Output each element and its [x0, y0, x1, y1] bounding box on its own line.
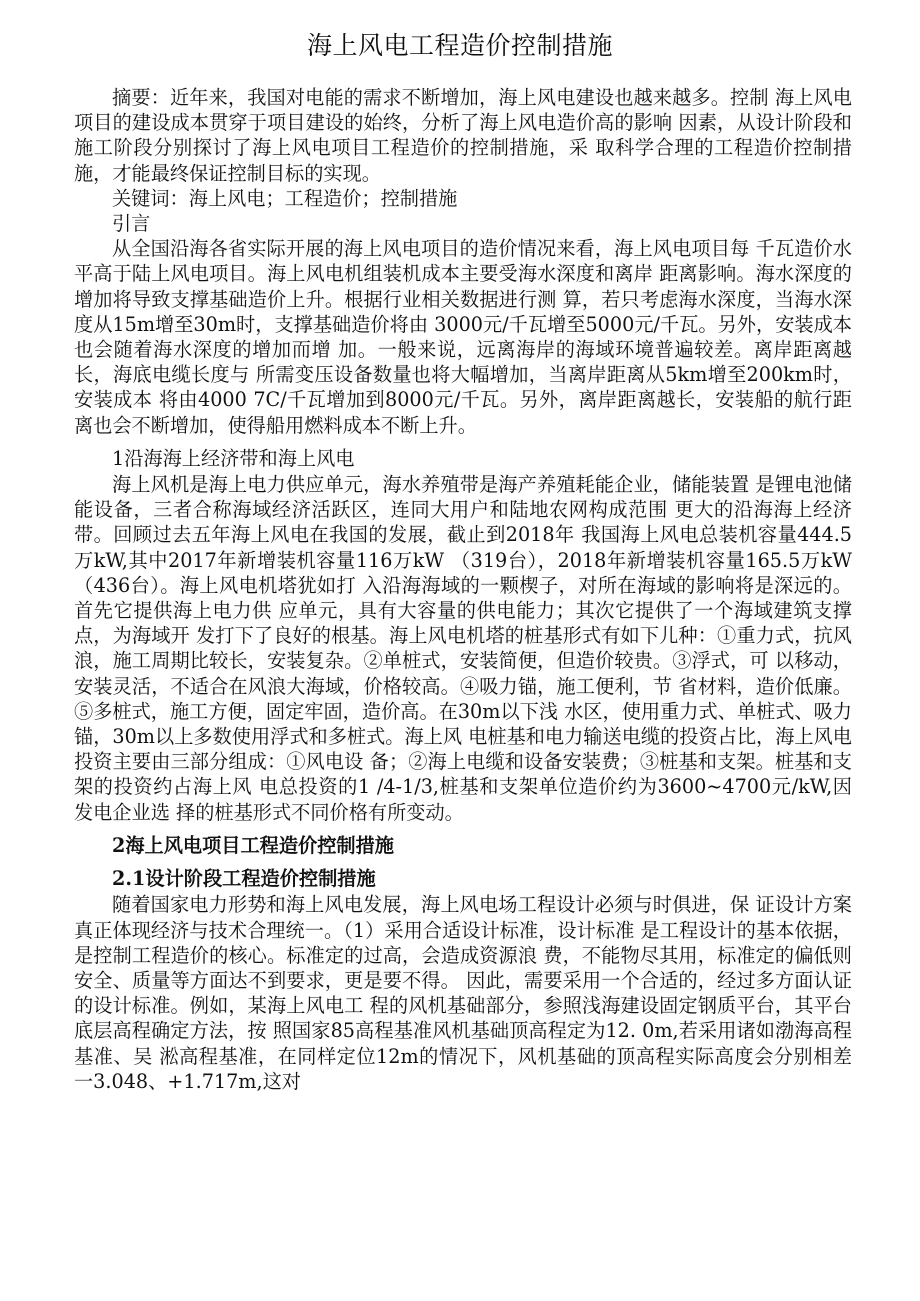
section-spacer-2: [74, 825, 852, 833]
intro-paragraph: 从全国沿海各省实际开展的海上风电项目的造价情况来看，海上风电项目每 千瓦造价水平高于陆上风电项目。海上风电机组装机成本主要受海水深度和离岸 距离影响。海水深度的增加将导致支撑基础造价上升。根据行业相关数据进行测 算，若只考虑海水深度，当海水深度从15m增至30m时，支撑基础造价将由 3000元/千瓦增至5000元/千瓦。另外，安装成本也会随着海水深度的增加而增 加。一般来说，远离海岸的海域环境普遍较差。离岸距离越长，海底电缆长度与 所需变压设备数量也将大幅增加，当离岸距离从5km增至200km时，安装成本 将由4000 7C/千瓦增加到8000元/千瓦。另外，离岸距离越长，安装船的航行距 离也会不断增加，使得船用燃料成本不断上升。: [74, 237, 852, 437]
document-body: [0, 85, 920, 1094]
heading-spacer-2: [74, 858, 852, 866]
section-spacer: [74, 438, 852, 446]
page-title: 海上风电工程造价控制措施: [306, 31, 613, 60]
section2-subheading: 2.1设计阶段工程造价控制措施: [112, 867, 376, 891]
abstract-paragraph: 摘要：近年来，我国对电能的需求不断增加，海上风电建设也越来越多。控制 海上风电项目的建设成本贯穿于项目建设的始终，分析了海上风电造价高的影响 因素，从设计阶段和施工阶段分别探讨了海上风电项目工程造价的控制措施，采 取科学合理的工程造价控制措施，才能最终保证控制目标的实现。: [74, 86, 852, 185]
section2-paragraph: 随着国家电力形势和海上风电发展，海上风电场工程设计必须与时俱进，保 证设计方案真正体现经济与技术合理统一。（1）采用合适设计标准，设计标准 是工程设计的基本依据，是控制工程造价的核心。标准定的过高，会造成资源浪 费，不能物尽其用，标准定的偏低则安全、质量等方面达不到要求，更是要不得。 因此，需要采用一个合适的，经过多方面认证的设计标准。例如，某海上风电工 程的风机基础部分，参照浅海建设固定钢质平台，其平台底层高程确定方法，按 照国家85高程基准风机基础顶高程定为12. 0m,若采用诸如渤海高程基准、吴 淞高程基准，在同样定位12m的情况下，风机基础的顶高程实际高度会分别相差 一3.048、+1.717m,这对: [74, 893, 852, 1093]
section2-heading: 2海上风电项目工程造价控制措施: [112, 833, 394, 857]
section1-paragraph: 海上风机是海上电力供应单元，海水养殖带是海产养殖耗能企业，储能装置 是锂电池储能设备，三者合称海域经济活跃区，连同大用户和陆地农网构成范围 更大的沿海海上经济带。回顾过去五年海上风电在我国的发展，截止到2018年 我国海上风电总装机容量444.5万kW,其中2017年新增装机容量116万kW （319台），2018年新增装机容量165.5万kW（436台）。海上风电机塔犹如打 入沿海海域的一颗楔子，对所在海域的影响将是深远的。首先它提供海上电力供 应单元，具有大容量的供电能力；其次它提供了一个海域建筑支撑点，为海域开 发打下了良好的根基。海上风电机塔的桩基形式有如下儿种：①重力式，抗风浪，施工周期比较长，安装复杂。②单桩式，安装简便，但造价较贵。③浮式，可 以移动，安装灵活，不适合在风浪大海域，价格较高。④吸力锚，施工便利，节 省材料，造价低廉。⑤多桩式，施工方便，固定牢固，造价高。在30m以下浅 水区，使用重力式、单桩式、吸力锚，30m以上多数使用浮式和多桩式。海上风 电桩基和电力输送电缆的投资占比，海上风电投资主要由三部分组成：①风电设 备；②海上电缆和设备安装费；③桩基和支架。桩基和支架的投资约占海上风 电总投资的1 /4-1/3,桩基和支架单位造价约为3600~4700元/kW,因发电企业选 择的桩基形式不同价格有所变动。: [74, 473, 852, 824]
section1-heading: 1沿海海上经济带和海上风电: [112, 446, 355, 470]
keywords-line: 关键词：海上风电；工程造价；控制措施: [112, 186, 458, 210]
intro-heading: 引言: [112, 212, 151, 236]
